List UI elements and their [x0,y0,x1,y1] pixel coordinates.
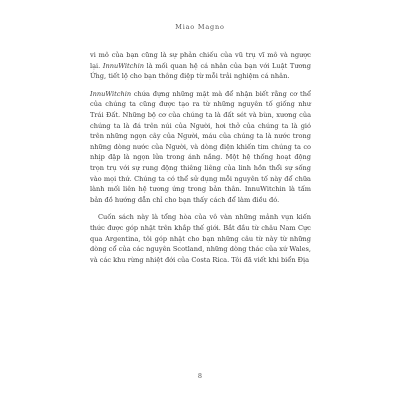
paragraph-1-part-3: là mối quan hệ cá nhân của bạn với Luật Tương Ứng, tiết lộ cho bạn thông điệp từ mỗi trải nghiệm cá nhân. [90,61,311,81]
paragraph-1-part-2: InnuWitchin [102,61,144,70]
paragraph-3 [90,212,311,265]
paragraph-2-part-1: InnuWitchin [90,89,132,98]
paragraph-2 [90,89,311,206]
paragraph-3-part-1: Cuốn sách này là tổng hòa của vô vàn những mảnh vụn kiến thức được góp nhặt trên khắp thế giới. Bắt đầu từ châu Nam Cực qua Argentina, tôi góp nhặt cho bạn những câu từ này từ những dòng cổ của các nguyên Scotland, những dòng thác của xứ Wales, và các khu rừng nhiệt đới của Costa Rica. Tôi đã viết khi biển Địa [90,213,311,264]
page-number: 8 [197,372,203,380]
paragraph-2-part-2: chứa đựng những mặt mà để nhận biết rằng cơ thể của chúng ta cũng được tạo ra từ những nguyên tố giống như Trái Đất. Những bộ cơ của chúng ta là đất sét và bùn, xương của chúng ta là đá trên núi của Người, hơi thở của chúng ta là gió trên những ngọn cây của Người, máu của chúng ta là nước trong những dòng nước của Người, và dòng điện khiến tim chúng ta co nhịp đập là ngọn lửa trong ánh nắng. Một hệ thống hoạt động trọn trụ với sự rung động thiêng liêng của linh hồn thổi sự sống vào mọi thứ. Chúng ta có thể sử dụng mỗi nguyên tố này để chữa lành mối liên hệ tương ứng trong bản thân. InnuWitchin là tấm bản đồ hướng dẫn chỉ cho bạn thấy cách để làm điều đó. [90,89,311,204]
book-page [62,10,338,392]
paragraph-1-part-1: vi mô của bạn cũng là sự phản chiếu của vũ trụ vĩ mô và ngược lại. [90,51,311,70]
running-head: Miao Magno [175,23,225,31]
paragraph-1 [90,50,311,82]
body-text [90,50,311,272]
